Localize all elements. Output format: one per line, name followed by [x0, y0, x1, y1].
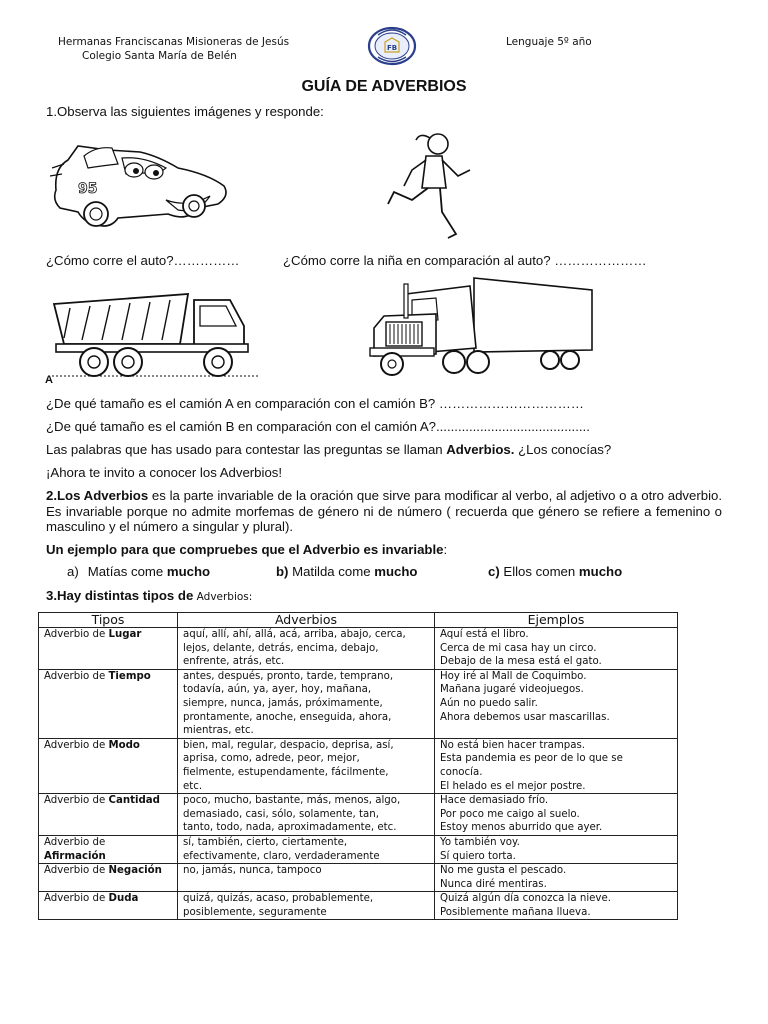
- examples-cell: [435, 669, 678, 738]
- example-sentence: Mañana jugaré videojuegos.: [440, 684, 584, 696]
- table-row: [39, 669, 678, 738]
- example-sentence: Hoy iré al Mall de Coquimbo.: [440, 670, 587, 682]
- table-row: [39, 794, 678, 836]
- example-sentence: Aún no puedo salir.: [440, 697, 538, 709]
- page-title: GUÍA DE ADVERBIOS: [301, 78, 467, 95]
- example-sentence: Estoy menos aburrido que ayer.: [440, 822, 603, 834]
- adverbs-line: efectivamente, claro, verdaderamente: [183, 850, 380, 862]
- example-sentence: No está bien hacer trampas.: [440, 739, 586, 751]
- adverbs-line: siempre, nunca, jamás, próximamente,: [183, 697, 383, 709]
- adverbs-cell: [178, 669, 435, 738]
- adverbs-line: aquí, allí, ahí, allá, acá, arriba, abajo, cerca,: [183, 629, 406, 640]
- car-illustration: [48, 138, 230, 239]
- adverb-type-name: Tiempo: [108, 670, 151, 682]
- question-girl: ¿Cómo corre la niña en comparación al auto? …………………: [283, 253, 647, 268]
- subject-label: Lenguaje 5º año: [506, 36, 592, 48]
- table-row: [39, 835, 678, 863]
- adverbs-line: bien, mal, regular, despacio, deprisa, así,: [183, 739, 394, 751]
- adverb-type-name: Lugar: [108, 629, 142, 640]
- instruction-1: 1.Observa las siguientes imágenes y responde:: [46, 104, 324, 119]
- adverb-type-cell: [39, 794, 178, 836]
- adverb-type-cell: [39, 864, 178, 892]
- adverbs-cell: [178, 864, 435, 892]
- example-sentence: Yo también voy.: [440, 836, 520, 848]
- adverb-type-prefix: Adverbio de: [44, 670, 109, 682]
- column-header-adverbios: Adverbios: [178, 613, 435, 628]
- adverb-type-prefix: Adverbio de: [44, 629, 109, 640]
- adverbs-cell: [178, 628, 435, 670]
- types-heading: 3.Hay distintas tipos de Adverbios:: [46, 588, 253, 603]
- example-sentence: Aquí está el libro.: [440, 629, 529, 640]
- column-header-tipos: Tipos: [39, 613, 178, 628]
- adverb-type-name: Cantidad: [108, 795, 160, 807]
- adverbs-intro: Las palabras que has usado para contestar las preguntas se llaman Adverbios. ¿Los conocías?: [46, 442, 612, 457]
- svg-text:95: 95: [78, 181, 98, 197]
- example-sentence: conocía.: [440, 766, 483, 778]
- school-college: Colegio Santa María de Belén: [82, 50, 237, 62]
- adverb-type-name: Modo: [108, 739, 140, 751]
- adverb-types-table: [38, 612, 678, 920]
- table-header-row: [39, 613, 678, 628]
- examples-cell: [435, 864, 678, 892]
- adverbs-line: etc.: [183, 780, 203, 792]
- column-header-ejemplos: Ejemplos: [435, 613, 678, 628]
- adverbs-line: posiblemente, seguramente: [183, 906, 327, 918]
- truck-a-label: A: [45, 374, 53, 386]
- adverb-type-prefix: Adverbio de: [44, 739, 109, 751]
- example-sentence: Debajo de la mesa está el gato.: [440, 656, 602, 668]
- logo-monogram: FB: [386, 44, 398, 52]
- adverbs-line: no, jamás, nunca, tampoco: [183, 865, 322, 877]
- adverb-type-cell: [39, 835, 178, 863]
- example-sentence: Esta pandemia es peor de lo que se: [440, 753, 623, 765]
- adverb-definition: 2.Los Adverbios es la parte invariable de la oración que sirve para modificar al verbo, al adjetivo o a otro adverbio. Es invariable porque no admite morfemas de género ni de número ( recuerda que género se refiere a femenino o masculino y el número a singular y plural).: [46, 488, 723, 534]
- adverbs-line: lejos, delante, detrás, encima, debajo,: [183, 642, 379, 654]
- example-sentence: Ahora debemos usar mascarillas.: [440, 711, 610, 723]
- adverb-type-prefix: Adverbio de: [44, 795, 109, 807]
- examples-cell: [435, 738, 678, 793]
- examples-cell: [435, 892, 678, 920]
- example-sentence: Nunca diré mentiras.: [440, 878, 547, 890]
- example-sentence: Posiblemente mañana llueva.: [440, 906, 591, 918]
- example-sentence: Por poco me caigo al suelo.: [440, 808, 580, 820]
- example-a: a) Matías come mucho: [67, 564, 211, 579]
- adverbs-line: poco, mucho, bastante, más, menos, algo,: [183, 795, 401, 807]
- examples-cell: [435, 628, 678, 670]
- question-truck-b: ¿De qué tamaño es el camión B en comparación con el camión A?..........................................: [46, 419, 590, 434]
- example-heading: Un ejemplo para que compruebes que el Adverbio es invariable:: [46, 542, 448, 557]
- adverbs-line: fielmente, estupendamente, fácilmente,: [183, 766, 389, 778]
- example-sentence: Hace demasiado frío.: [440, 795, 549, 807]
- adverbs-line: tanto, todo, nada, aproximadamente, etc.: [183, 822, 397, 834]
- table-row: [39, 738, 678, 793]
- example-c: c) Ellos comen mucho: [488, 564, 623, 579]
- adverbs-cell: [178, 794, 435, 836]
- adverb-type-cell: [39, 892, 178, 920]
- adverbs-line: demasiado, casi, sólo, solamente, tan,: [183, 808, 379, 820]
- school-name: Hermanas Franciscanas Misioneras de Jesús: [58, 36, 290, 48]
- adverbs-cell: [178, 892, 435, 920]
- adverb-type-cell: [39, 738, 178, 793]
- adverbs-line: quizá, quizás, acaso, probablemente,: [183, 893, 374, 905]
- question-truck-a: ¿De qué tamaño es el camión A en comparación con el camión B? ……………………………: [46, 396, 584, 411]
- adverbs-line: mientras, etc.: [183, 725, 254, 737]
- example-sentence: No me gusta el pescado.: [440, 865, 567, 877]
- semi-truck-b-illustration: [366, 272, 596, 383]
- example-sentence: El helado es el mejor postre.: [440, 780, 586, 792]
- example-b: b) Matilda come mucho: [276, 564, 418, 579]
- table-row: [39, 628, 678, 670]
- adverbs-line: prontamente, anoche, enseguida, ahora,: [183, 711, 392, 723]
- adverbs-line: sí, también, cierto, ciertamente,: [183, 836, 348, 848]
- adverb-type-name: Duda: [108, 893, 139, 905]
- examples-cell: [435, 794, 678, 836]
- adverbs-line: todavía, aún, ya, ayer, hoy, mañana,: [183, 684, 372, 696]
- adverb-type-name: Negación: [108, 865, 162, 877]
- adverb-type-name: Afirmación: [44, 850, 106, 862]
- examples-cell: [435, 835, 678, 863]
- example-sentence: Cerca de mi casa hay un circo.: [440, 642, 597, 654]
- dump-truck-a-illustration: [48, 286, 260, 387]
- running-girl-illustration: [376, 128, 476, 245]
- example-sentence: Sí quiero torta.: [440, 850, 516, 862]
- school-logo: [366, 26, 418, 71]
- adverbs-line: aprisa, como, adrede, peor, mejor,: [183, 753, 360, 765]
- adverbs-line: enfrente, atrás, etc.: [183, 656, 285, 668]
- adverb-type-prefix: Adverbio de: [44, 893, 109, 905]
- table-row: [39, 864, 678, 892]
- example-sentence: Quizá algún día conozca la nieve.: [440, 893, 611, 905]
- adverbs-cell: [178, 738, 435, 793]
- table-row: [39, 892, 678, 920]
- invitation-text: ¡Ahora te invito a conocer los Adverbios!: [46, 465, 283, 480]
- adverb-type-cell: [39, 669, 178, 738]
- adverb-type-prefix: Adverbio de: [44, 836, 106, 848]
- question-car: ¿Cómo corre el auto?……………: [46, 253, 240, 268]
- adverbs-cell: [178, 835, 435, 863]
- adverb-type-cell: [39, 628, 178, 670]
- adverbs-line: antes, después, pronto, tarde, temprano,: [183, 670, 394, 682]
- adverb-type-prefix: Adverbio de: [44, 865, 109, 877]
